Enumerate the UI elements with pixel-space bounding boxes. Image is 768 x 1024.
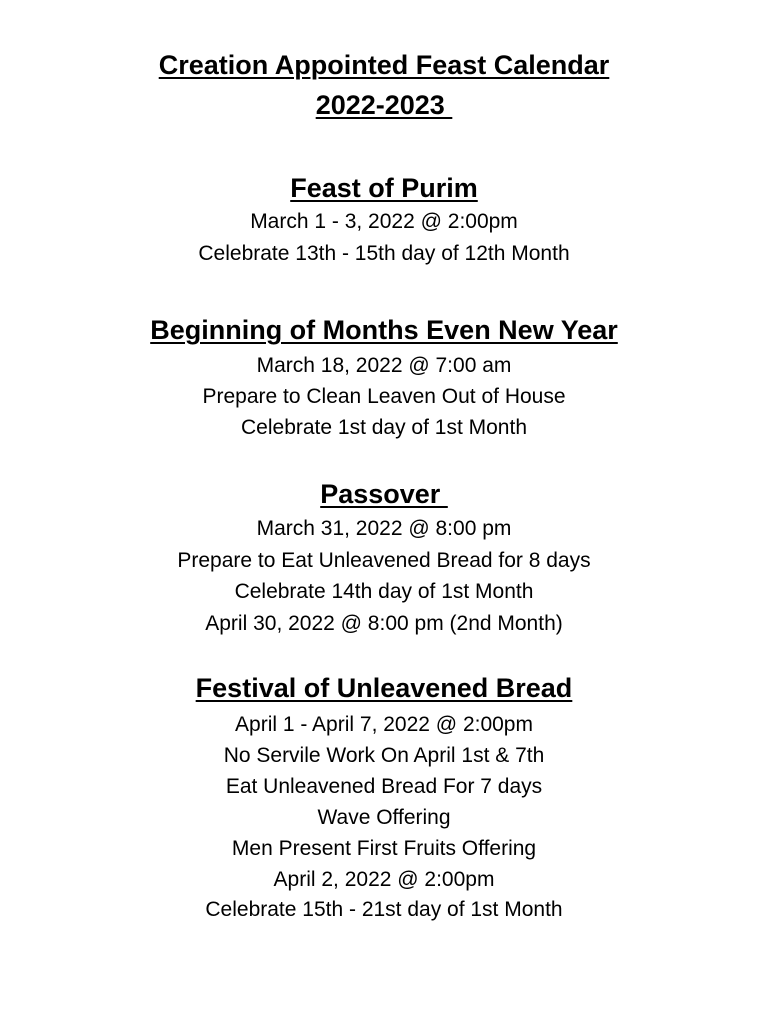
passover-prepare: Prepare to Eat Unleavened Bread for 8 days: [177, 549, 591, 572]
unleavened-date: April 1 - April 7, 2022 @ 2:00pm: [235, 713, 533, 736]
section-heading-new-year: Beginning of Months Even New Year: [150, 315, 618, 345]
purim-date: March 1 - 3, 2022 @ 2:00pm: [250, 210, 518, 233]
purim-celebrate: Celebrate 13th - 15th day of 12th Month: [198, 242, 570, 265]
unleavened-no-servile-work: No Servile Work On April 1st & 7th: [223, 744, 545, 767]
page-title: Creation Appointed Feast Calendar: [158, 50, 610, 80]
unleavened-offering-date: April 2, 2022 @ 2:00pm: [273, 868, 495, 891]
new-year-date: March 18, 2022 @ 7:00 am: [256, 354, 512, 377]
page-title-years: 2022-2023: [315, 90, 453, 120]
section-heading-passover: Passover: [320, 479, 448, 509]
unleavened-celebrate: Celebrate 15th - 21st day of 1st Month: [205, 898, 563, 921]
passover-celebrate: Celebrate 14th day of 1st Month: [234, 580, 534, 603]
unleavened-first-fruits: Men Present First Fruits Offering: [231, 837, 537, 860]
passover-date: March 31, 2022 @ 8:00 pm: [256, 517, 512, 540]
section-heading-unleavened-bread: Festival of Unleavened Bread: [195, 673, 573, 703]
new-year-celebrate: Celebrate 1st day of 1st Month: [241, 416, 527, 439]
passover-second-month: April 30, 2022 @ 8:00 pm (2nd Month): [205, 612, 563, 635]
section-heading-purim: Feast of Purim: [290, 173, 478, 203]
new-year-prepare: Prepare to Clean Leaven Out of House: [202, 385, 566, 408]
unleavened-eat: Eat Unleavened Bread For 7 days: [225, 775, 543, 798]
unleavened-wave-offering: Wave Offering: [317, 806, 451, 829]
